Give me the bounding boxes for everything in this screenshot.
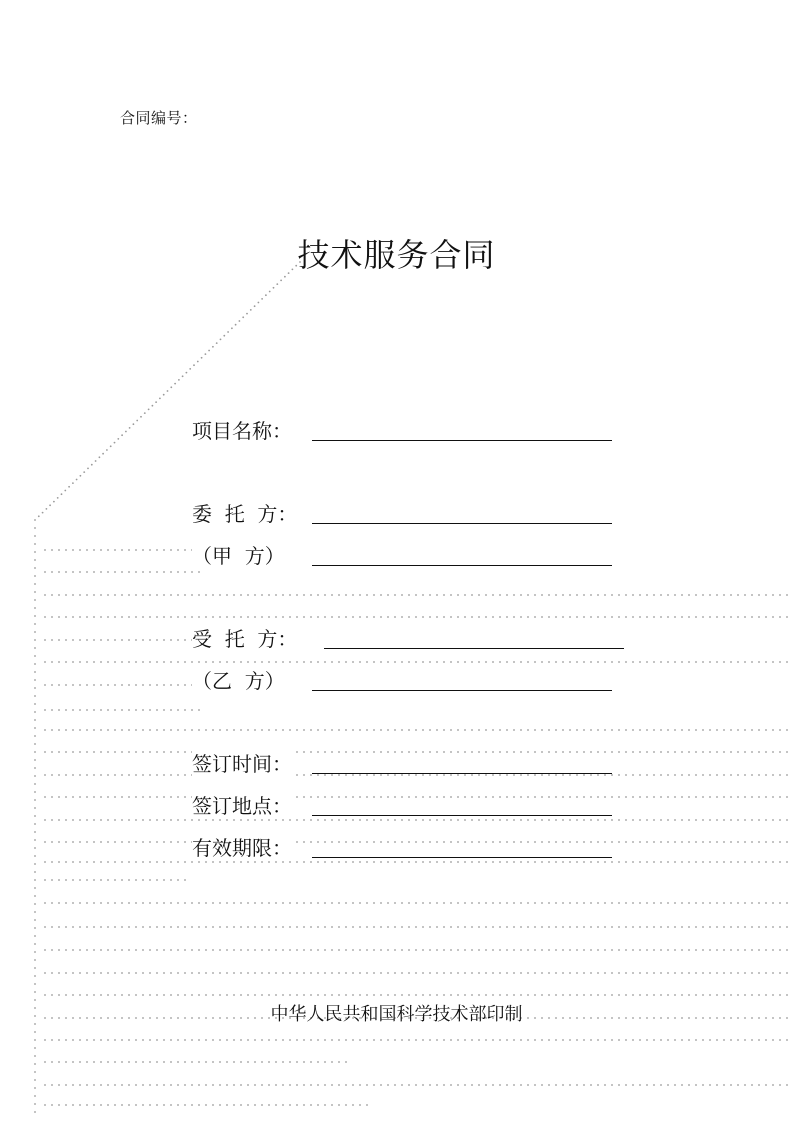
field-label-project-name: 项目名称： (192, 419, 292, 443)
field-label-party-a: （甲 方） (192, 544, 285, 568)
field-contractor (192, 622, 297, 652)
field-party-a (192, 539, 285, 569)
document-title: 技术服务合同 (297, 236, 496, 274)
field-label-contractor: 受 托 方： (192, 627, 298, 651)
party-b-input-line[interactable] (312, 690, 612, 691)
party-a-input-line[interactable] (312, 565, 612, 566)
project-name-input-line[interactable] (312, 440, 612, 441)
field-client (192, 497, 297, 527)
field-project-name (192, 414, 292, 444)
field-party-b (192, 664, 285, 694)
field-label-sign-place: 签订地点： (192, 794, 292, 818)
field-label-party-b: （乙 方） (192, 669, 285, 693)
sign-place-input-line[interactable] (312, 815, 612, 816)
contract-number-label: 合同编号： (120, 109, 198, 127)
field-label-client: 委 托 方： (192, 502, 298, 526)
contractor-input-line[interactable] (324, 648, 624, 649)
field-validity (192, 831, 292, 861)
field-label-sign-date: 签订时间： (192, 752, 292, 776)
field-sign-date (192, 747, 292, 777)
publisher-footer: 中华人民共和国科学技术部印制 (270, 1004, 523, 1025)
client-input-line[interactable] (312, 523, 612, 524)
field-label-validity: 有效期限： (192, 836, 292, 860)
validity-input-line[interactable] (312, 857, 612, 858)
field-sign-place (192, 789, 292, 819)
sign-date-input-line[interactable] (312, 773, 612, 774)
